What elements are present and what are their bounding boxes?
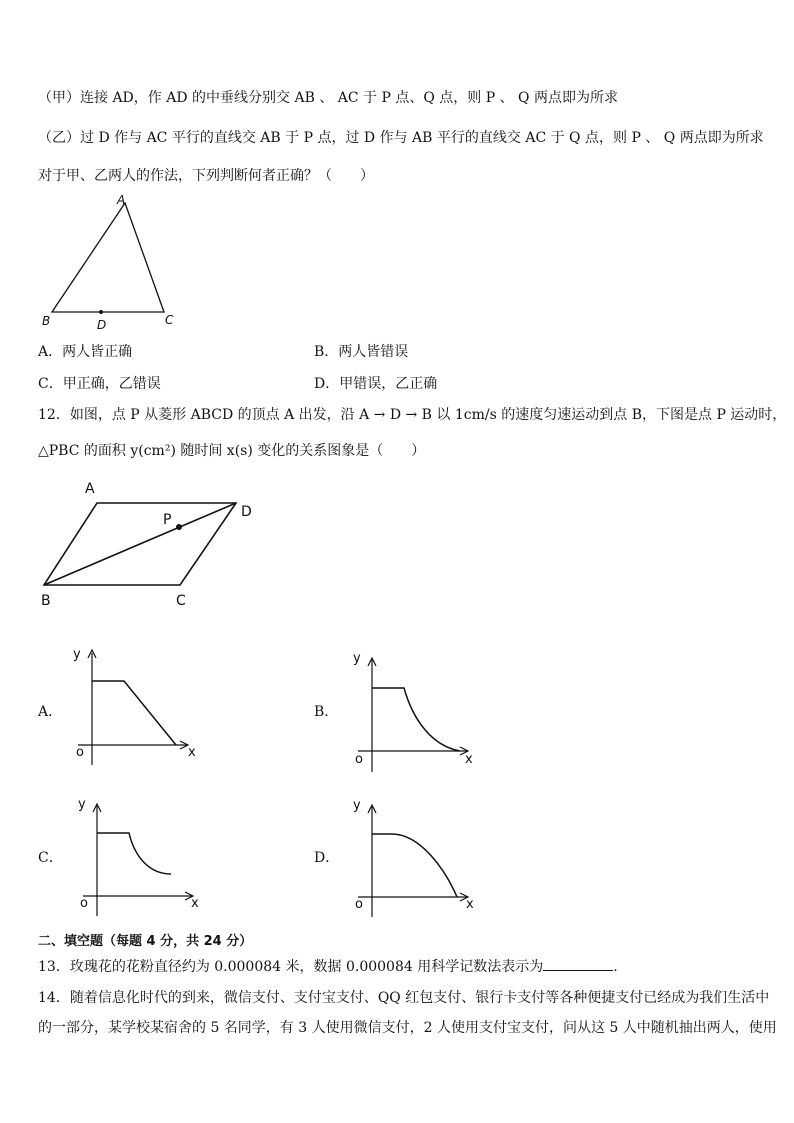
rhombus-label-c: C [176, 593, 186, 609]
graph-c [75, 796, 205, 921]
graph-d-curve [372, 834, 457, 897]
rhombus-figure [40, 495, 250, 595]
graph-c-curve [97, 833, 171, 874]
graph-c-y-label: y [78, 797, 86, 812]
graph-b [350, 650, 480, 775]
q14-line-2: 的一部分，某学校某宿舍的 5 名同学，有 3 人使用微信支付，2 人使用支付宝支付，问从这 5 人中随机抽出两人，使用 [38, 1020, 777, 1036]
graph-b-origin-label: o [355, 752, 363, 767]
q11-option-d[interactable]: D．甲错误，乙正确 [314, 376, 438, 392]
graph-d-x-label: x [466, 897, 474, 912]
section-heading-fill-in: 二、填空题（每题 4 分，共 24 分） [38, 934, 253, 949]
q13-answer-blank[interactable] [543, 956, 613, 971]
q12-line-1: 12．如图，点 P 从菱形 ABCD 的顶点 A 出发，沿 A → D → B 以 1cm/s 的速度匀速运动到点 B，下图是点 P 运动时， [38, 407, 787, 423]
q13-text [38, 956, 618, 977]
rhombus-label-d: D [241, 504, 252, 520]
rhombus-label-p: P [163, 512, 172, 528]
graph-a-y-label: y [73, 647, 81, 662]
q12-option-b[interactable]: B． [314, 704, 339, 720]
q14-line-1: 14．随着信息化时代的到来，微信支付、支付宝支付、QQ 红包支付、银行卡支付等各种便捷支付已经成为我们生活中 [38, 990, 770, 1006]
graph-a-x-label: x [188, 745, 196, 760]
q11-method-yi: （乙）过 D 作与 AC 平行的直线交 AB 于 P 点，过 D 作与 AB 平行的直线交 AC 于 Q 点，则 P 、 Q 两点即为所求 [38, 130, 764, 146]
q12-option-c[interactable]: C． [38, 850, 63, 866]
triangle-abc [52, 203, 164, 312]
graph-d [350, 797, 480, 922]
graph-d-y-label: y [353, 798, 361, 813]
triangle-label-b: B [42, 314, 51, 328]
graph-c-x-label: x [191, 896, 199, 911]
triangle-label-a: A [117, 193, 126, 207]
rhombus-label-a: A [85, 481, 95, 497]
graph-c-origin-label: o [80, 896, 88, 911]
graph-d-origin-label: o [355, 897, 363, 912]
q12-option-d[interactable]: D． [314, 850, 340, 866]
triangle-label-d: D [97, 318, 107, 332]
q13-end: . [613, 959, 618, 975]
q12-line-2: △PBC 的面积 y(cm²) 随时间 x(s) 变化的关系图象是（ ） [38, 443, 426, 459]
point-d [99, 310, 103, 314]
q11-question: 对于甲、乙两人的作法，下列判断何者正确？（ ） [38, 168, 374, 184]
q11-option-c[interactable]: C．甲正确，乙错误 [38, 376, 161, 392]
graph-a-curve [92, 681, 176, 745]
q13-prompt: 13．玫瑰花的花粉直径约为 0.000084 米，数据 0.000084 用科学记数法表示为 [38, 959, 544, 975]
point-p [176, 524, 182, 530]
graph-b-curve [372, 688, 460, 751]
q12-option-a[interactable]: A． [38, 704, 63, 720]
q11-option-b[interactable]: B．两人皆错误 [314, 344, 409, 360]
graph-b-y-label: y [353, 651, 361, 666]
graph-a-origin-label: o [76, 745, 84, 760]
q11-method-jia: （甲）连接 AD，作 AD 的中垂线分别交 AB 、 AC 于 P 点、Q 点，则 P 、 Q 两点即为所求 [38, 90, 618, 106]
rhombus-label-b: B [41, 593, 51, 609]
triangle-label-c: C [165, 313, 174, 327]
graph-a [70, 645, 200, 770]
q11-option-a[interactable]: A．两人皆正确 [38, 344, 133, 360]
graph-b-x-label: x [465, 752, 473, 767]
